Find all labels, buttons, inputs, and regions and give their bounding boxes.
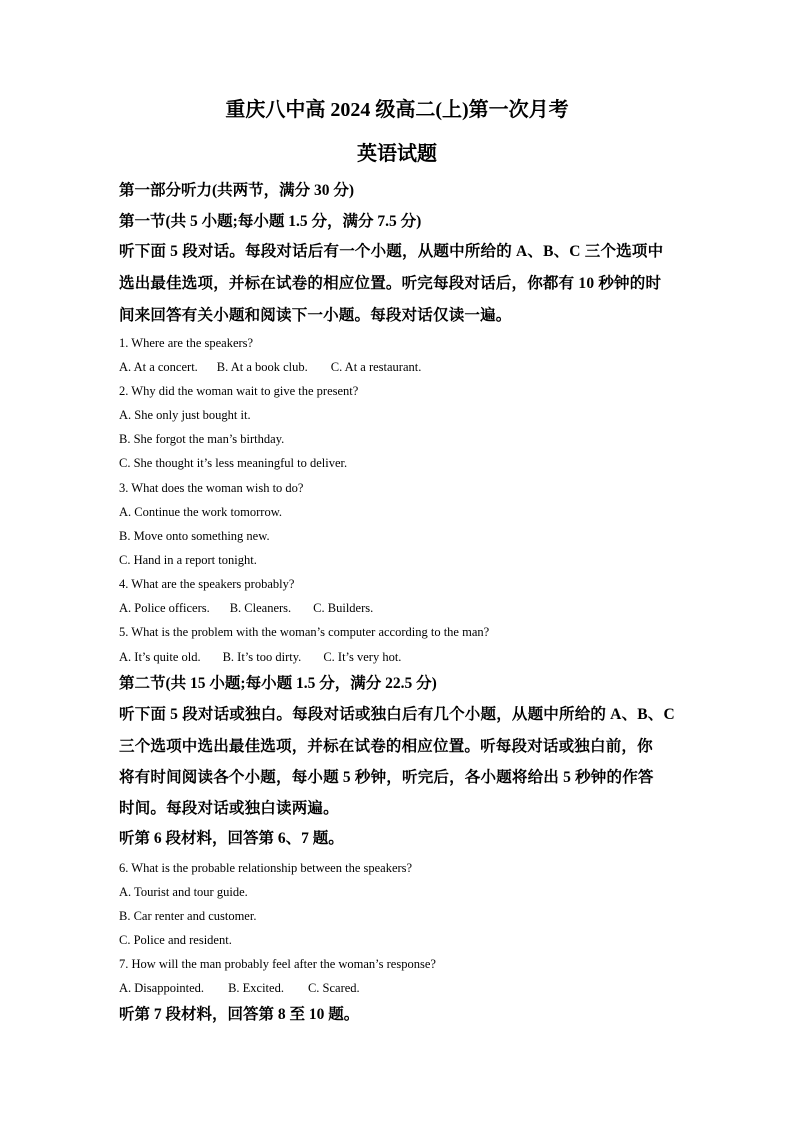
question-1-stem: 1. Where are the speakers? <box>119 336 254 350</box>
question-6-stem: 6. What is the probable relationship between the speakers? <box>119 861 413 875</box>
question-2-stem: 2. Why did the woman wait to give the present? <box>119 384 359 398</box>
option-a: A. It’s quite old. <box>119 650 201 664</box>
question-3-option-c: C. Hand in a report tonight. <box>119 553 257 567</box>
option-b: B. Excited. <box>228 981 284 995</box>
question-2-option-c: C. She thought it’s less meaningful to deliver. <box>119 456 348 470</box>
section1-instruction-line: 间来回答有关小题和阅读下一小题。每段对话仅读一遍。 <box>119 307 512 324</box>
question-2-option-b: B. She forgot the man’s birthday. <box>119 432 285 446</box>
option-c: C. It’s very hot. <box>323 650 402 664</box>
question-6-option-b: B. Car renter and customer. <box>119 909 257 923</box>
question-2-option-a: A. She only just bought it. <box>119 408 251 422</box>
question-5-stem: 5. What is the problem with the woman’s computer according to the man? <box>119 625 490 639</box>
material-6-heading: 听第 6 段材料，回答第 6、7 题。 <box>119 830 344 847</box>
question-6-option-c: C. Police and resident. <box>119 933 232 947</box>
material-7-heading: 听第 7 段材料，回答第 8 至 10 题。 <box>119 1006 360 1023</box>
question-7-options <box>119 980 360 996</box>
question-4-stem: 4. What are the speakers probably? <box>119 577 295 591</box>
option-a: A. Police officers. <box>119 601 210 615</box>
question-4-options <box>119 600 373 616</box>
question-7-stem: 7. How will the man probably feel after the woman’s response? <box>119 957 436 971</box>
question-6-option-a: A. Tourist and tour guide. <box>119 885 248 899</box>
section2-instruction-line: 将有时间阅读各个小题，每小题 5 秒钟，听完后，各小题将给出 5 秒钟的作答 <box>119 769 654 786</box>
question-5-options <box>119 649 401 665</box>
option-b: B. At a book club. <box>216 360 308 374</box>
question-3-option-a: A. Continue the work tomorrow. <box>119 505 283 519</box>
section1-heading: 第一节(共 5 小题;每小题 1.5 分，满分 7.5 分) <box>119 213 422 230</box>
section1-instruction-line: 选出最佳选项，并标在试卷的相应位置。听完每段对话后，你都有 10 秒钟的时 <box>119 275 662 292</box>
section2-heading: 第二节(共 15 小题;每小题 1.5 分，满分 22.5 分) <box>119 675 437 692</box>
section2-instruction-line: 三个选项中选出最佳选项，并标在试卷的相应位置。听每段对话或独白前，你 <box>119 738 653 755</box>
part1-heading: 第一部分听力(共两节，满分 30 分) <box>119 182 355 199</box>
exam-title: 重庆八中高 2024 级高二(上)第一次月考 <box>225 99 569 121</box>
option-b: B. Cleaners. <box>229 601 292 615</box>
option-a: A. Disappointed. <box>119 981 205 995</box>
question-3-option-b: B. Move onto something new. <box>119 529 270 543</box>
option-c: C. Builders. <box>313 601 374 615</box>
section1-instruction-line: 听下面 5 段对话。每段对话后有一个小题，从题中所给的 A、B、C 三个选项中 <box>119 243 664 260</box>
option-b: B. It’s too dirty. <box>222 650 302 664</box>
section2-instruction-line: 听下面 5 段对话或独白。每段对话或独白后有几个小题，从题中所给的 A、B、C <box>119 706 675 723</box>
question-1-options <box>119 359 421 375</box>
option-a: A. At a concert. <box>119 360 198 374</box>
exam-subtitle: 英语试题 <box>357 143 437 165</box>
option-c: C. At a restaurant. <box>330 360 422 374</box>
option-c: C. Scared. <box>307 981 360 995</box>
section2-instruction-line: 时间。每段对话或独白读两遍。 <box>119 800 339 817</box>
question-3-stem: 3. What does the woman wish to do? <box>119 481 304 495</box>
